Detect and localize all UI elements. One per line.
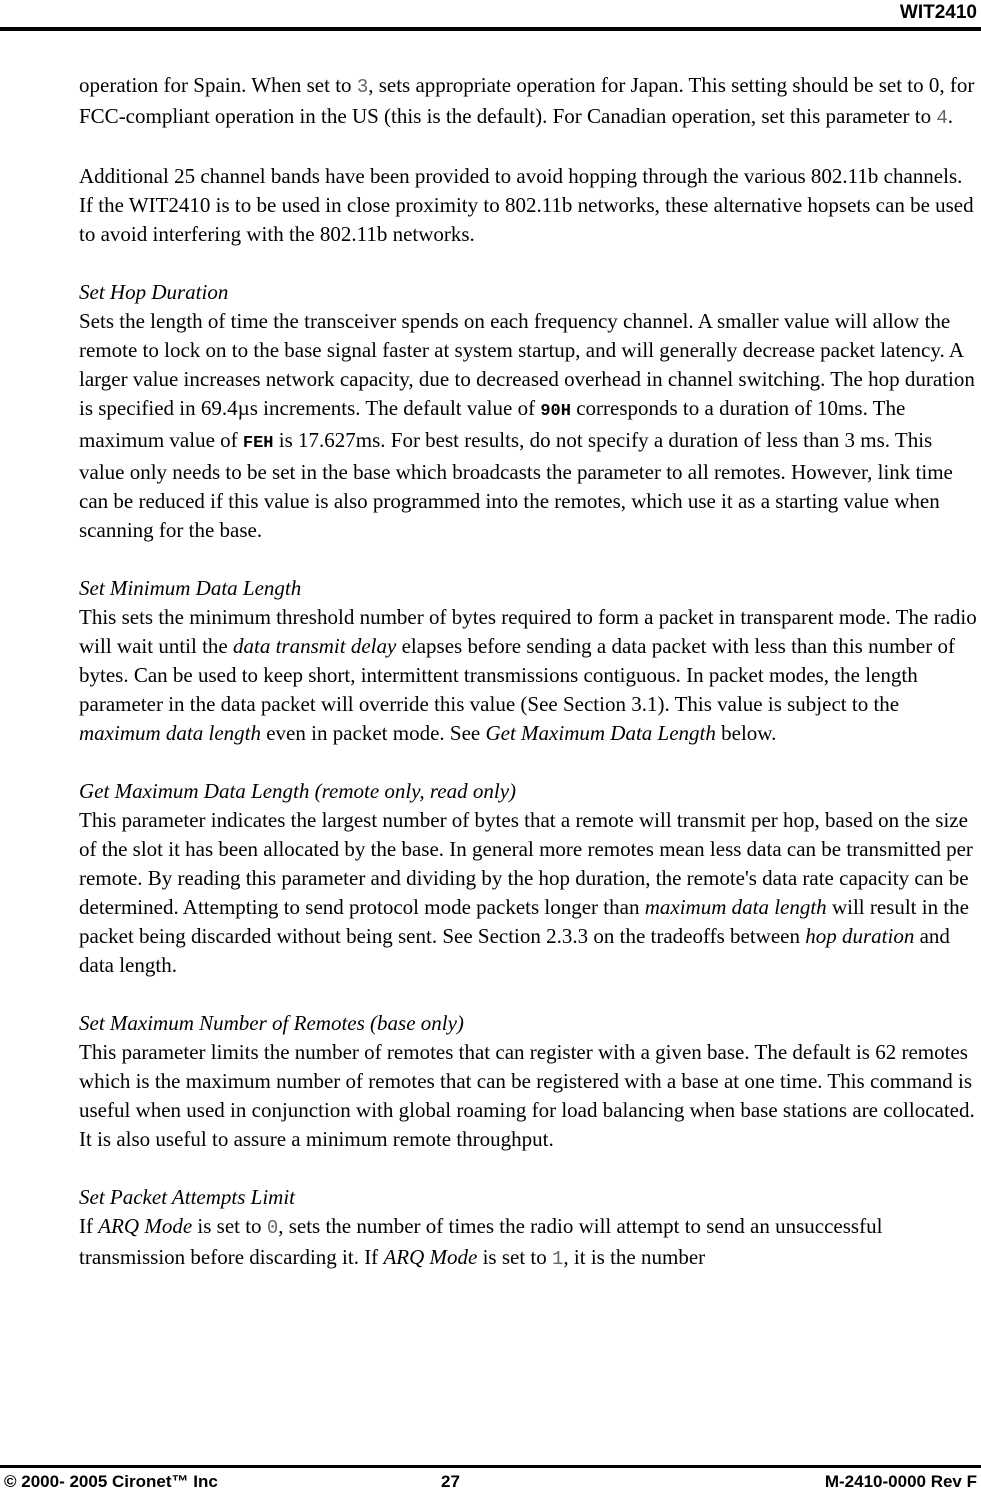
code-value-90h: 90H (540, 402, 571, 421)
paragraph-region-settings: operation for Spain. When set to 3, sets appropriate operation for Japan. This setting should be set to 0, for FCC-compliant operation in the US (this is the default). For Canadian operation, set this parameter to 4. (79, 73, 975, 129)
section-heading-max-remotes: Set Maximum Number of Remotes (base only) (79, 1011, 464, 1035)
footer-page-number: 27 (441, 1472, 460, 1491)
paragraph-packet-attempts: If ARQ Mode is set to 0, sets the number of times the radio will attempt to send an unsuccessful transmission before discarding it. If ARQ Mode is set to 1, it is the number (79, 1214, 883, 1270)
page-body (79, 71, 977, 1274)
section-heading-hop-duration: Set Hop Duration (79, 280, 229, 304)
paragraph-hop-duration: Sets the length of time the transceiver spends on each frequency channel. A smaller value will allow the remote to lock on to the base signal faster at system startup, and will generally decrease packet latency. A larger value increases network capacity, due to decreased overhead in channel switching. The hop duration is specified in 69.4µs increments. The default value of 90H corresponds to a duration of 10ms. The maximum value of FEH is 17.627ms. For best results, do not specify a duration of less than 3 ms. This value only needs to be set in the base which broadcasts the parameter to all remotes. However, link time can be reduced if this value is also programmed into the remotes, which use it as a starting value when scanning for the base. (79, 309, 975, 542)
footer-doc-id: M-2410-0000 Rev F (824, 1472, 977, 1491)
paragraph-channel-bands: Additional 25 channel bands have been provided to avoid hopping through the various 802.11b channels. If the WIT2410 is to be used in close proximity to 802.11b networks, these alternative hopsets can be used to avoid interfering with the 802.11b networks. (79, 164, 974, 246)
footer-rule (0, 1465, 981, 1468)
running-header-title: WIT2410 (899, 2, 977, 23)
paragraph-min-data-length: This sets the minimum threshold number of bytes required to form a packet in transparent mode. The radio will wait until the data transmit delay elapses before sending a data packet with less than this number of bytes. Can be used to keep short, intermittent transmissions contiguous. In packet modes, the length parameter in the data packet will override this value (See Section 3.1). This value is subject to the maximum data length even in packet mode. See Get Maximum Data Length below. (79, 605, 977, 745)
code-value-feh: FEH (242, 434, 274, 453)
section-heading-packet-attempts: Set Packet Attempts Limit (79, 1185, 295, 1209)
section-heading-min-data-length: Set Minimum Data Length (79, 576, 302, 600)
code-value-0: 0 (266, 1217, 279, 1239)
code-value-4: 4 (936, 107, 948, 129)
paragraph-max-data-length: This parameter indicates the largest number of bytes that a remote will transmit per hop, based on the size of the slot it has been allocated by the base. In general more remotes mean less data can be transmitted per remote. By reading this parameter and dividing by the hop duration, the remote's data rate capacity can be determined. Attempting to send protocol mode packets longer than maximum data length will result in the packet being discarded without being sent. See Section 2.3.3 on the tradeoffs between hop duration and data length. (79, 808, 973, 977)
footer-copyright: © 2000- 2005 Cironet™ Inc (4, 1472, 218, 1491)
code-value-3: 3 (356, 76, 369, 98)
section-heading-max-data-length: Get Maximum Data Length (remote only, read only) (79, 779, 517, 803)
header-rule (0, 27, 981, 31)
paragraph-max-remotes: This parameter limits the number of remotes that can register with a given base. The default is 62 remotes which is the maximum number of remotes that can be registered with a base at one time. This command is useful when used in conjunction with global roaming for load balancing when base stations are collocated. It is also useful to assure a minimum remote throughput. (79, 1040, 975, 1151)
code-value-1: 1 (552, 1248, 564, 1270)
